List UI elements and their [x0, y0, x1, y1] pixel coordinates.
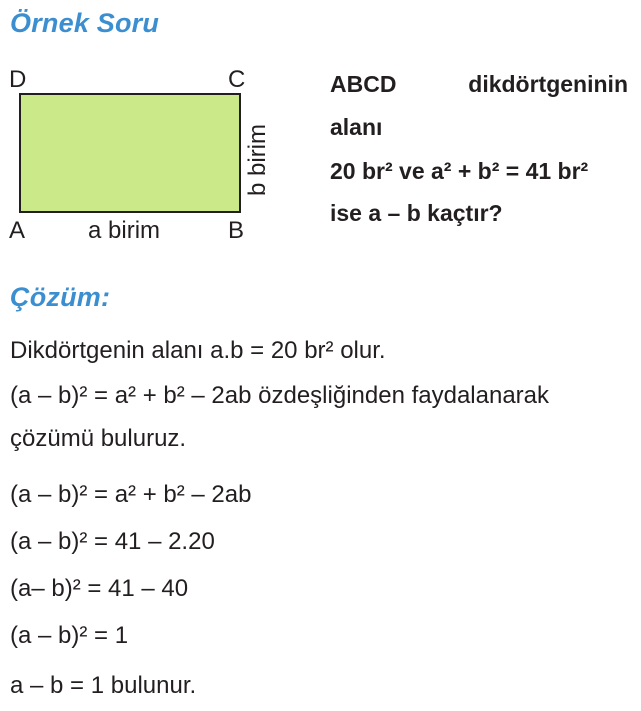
- solution-line-1: Dikdörtgenin alanı a.b = 20 br² olur.: [10, 337, 386, 364]
- question-line-1-part-1: ABCD: [330, 71, 397, 97]
- vertex-a-label: A: [9, 217, 26, 244]
- question-line-4: ise a – b kaçtır?: [330, 200, 503, 226]
- solution-line-2: (a – b)² = a² + b² – 2ab özdeşliğinden faydalanarak: [10, 382, 550, 409]
- example-title: Örnek Soru: [10, 8, 160, 38]
- solution-line-8: a – b = 1 bulunur.: [10, 672, 197, 699]
- question-line-3: 20 br² ve a² + b² = 41 br²: [330, 158, 589, 184]
- question-line-2: alanı: [330, 114, 383, 140]
- solution-line-4: (a – b)² = a² + b² – 2ab: [10, 481, 252, 508]
- solution-line-7: (a – b)² = 1: [10, 622, 129, 649]
- solution-title: Çözüm:: [10, 282, 111, 312]
- bottom-side-label: a birim: [88, 217, 161, 244]
- vertex-b-label: B: [228, 217, 245, 244]
- question-line-1: [330, 73, 628, 96]
- right-side-label: b birim: [244, 123, 271, 196]
- solution-line-3: çözümü buluruz.: [10, 425, 187, 452]
- vertex-c-label: C: [228, 66, 246, 93]
- vertex-d-label: D: [9, 66, 27, 93]
- rectangle-abcd: [19, 93, 241, 213]
- solution-line-6: (a– b)² = 41 – 40: [10, 575, 189, 602]
- question-line-1-part-2: dikdörtgeninin: [468, 71, 628, 97]
- solution-line-5: (a – b)² = 41 – 2.20: [10, 528, 215, 555]
